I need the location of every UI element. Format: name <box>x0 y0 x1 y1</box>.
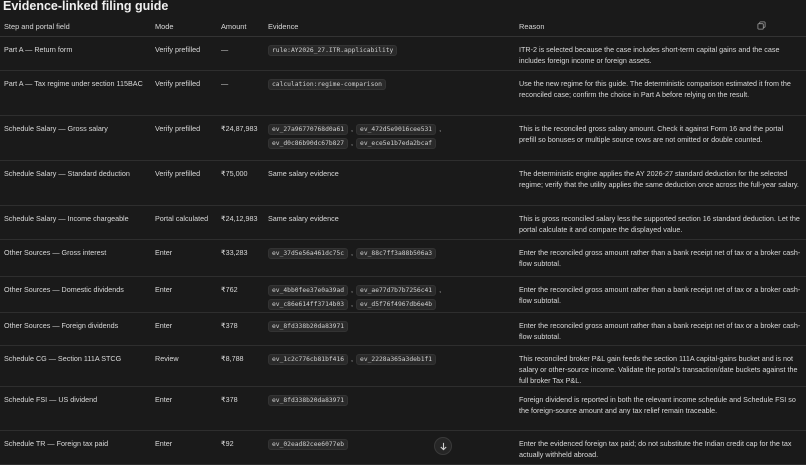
cell-reason: ITR-2 is selected because the case includes short-term capital gains and the case includes foreign income or foreign assets. <box>515 37 806 71</box>
evidence-code[interactable]: rule:AY2026_27.ITR.applicability <box>268 45 397 56</box>
cell-evidence <box>264 313 515 346</box>
cell-mode: Enter <box>151 431 217 465</box>
cell-reason: Enter the evidenced foreign tax paid; do not substitute the Indian credit cap for the tax actually withheld abroad. <box>515 431 806 465</box>
cell-reason: The deterministic engine applies the AY 2026-27 standard deduction for the selected regime; verify that the utility applies the same deduction once across the full-year salary. <box>515 161 806 206</box>
evidence-code[interactable]: ev_ae77d7b7b7256c41 <box>356 285 436 296</box>
table-row <box>0 387 806 431</box>
cell-evidence <box>264 37 515 71</box>
evidence-code[interactable]: ev_c86e614ff3714b03 <box>268 299 348 310</box>
cell-mode: Enter <box>151 277 217 313</box>
cell-evidence <box>264 431 515 465</box>
evidence-separator: , <box>439 285 442 294</box>
cell-amount: ₹75,000 <box>217 161 264 206</box>
cell-amount: ₹378 <box>217 387 264 431</box>
evidence-code[interactable]: ev_472d5e9016cee531 <box>356 124 436 135</box>
evidence-separator: , <box>351 354 354 363</box>
evidence-text: Same salary evidence <box>268 169 339 178</box>
cell-step: Schedule Salary — Income chargeable <box>0 206 151 240</box>
evidence-code[interactable]: ev_1c2c776cb81bf416 <box>268 354 348 365</box>
cell-reason: This is gross reconciled salary less the supported section 16 standard deduction. Let the portal calculate it and compare the displayed value. <box>515 206 806 240</box>
table-row <box>0 161 806 206</box>
cell-amount: ₹8,788 <box>217 346 264 387</box>
scroll-down-button[interactable] <box>434 437 452 455</box>
cell-evidence <box>264 71 515 116</box>
evidence-code[interactable]: ev_d5f76f4967db6e4b <box>356 299 436 310</box>
cell-amount: ₹33,283 <box>217 240 264 277</box>
table-row <box>0 431 806 465</box>
table-header-row <box>0 16 806 37</box>
table-row <box>0 240 806 277</box>
cell-mode: Enter <box>151 313 217 346</box>
cell-step: Other Sources — Foreign dividends <box>0 313 151 346</box>
cell-step: Part A — Tax regime under section 115BAC <box>0 71 151 116</box>
evidence-code[interactable]: ev_8fd338b20da83971 <box>268 395 348 406</box>
evidence-code[interactable]: ev_88c7ff3a88b506a3 <box>356 248 436 259</box>
evidence-separator: , <box>351 124 354 133</box>
evidence-separator: , <box>439 124 442 133</box>
cell-amount: ₹762 <box>217 277 264 313</box>
cell-reason: This reconciled broker P&L gain feeds the section 111A capital-gains bucket and is not salary or other-source income. Validate the portal's transaction/date buckets against the full broker Tax P&L. <box>515 346 806 387</box>
arrow-down-icon <box>439 442 448 451</box>
column-header-amount: Amount <box>217 16 264 37</box>
evidence-code[interactable]: ev_02ead82cee6077eb <box>268 439 348 450</box>
cell-reason: This is the reconciled gross salary amount. Check it against Form 16 and the portal prefill so bonuses or multiple source rows are not omitted or double counted. <box>515 116 806 161</box>
filing-guide-table <box>0 16 806 465</box>
cell-step: Schedule Salary — Gross salary <box>0 116 151 161</box>
evidence-text: Same salary evidence <box>268 214 339 223</box>
evidence-code[interactable]: ev_4bb0fee37e0a39ad <box>268 285 348 296</box>
cell-mode: Verify prefilled <box>151 37 217 71</box>
cell-mode: Verify prefilled <box>151 71 217 116</box>
page-title: Evidence-linked filing guide <box>3 0 169 13</box>
cell-amount: ₹92 <box>217 431 264 465</box>
cell-reason: Use the new regime for this guide. The deterministic comparison estimated it from the reconciled case; confirm the choice in Part A before relying on the result. <box>515 71 806 116</box>
cell-evidence <box>264 346 515 387</box>
table-row <box>0 346 806 387</box>
cell-step: Schedule TR — Foreign tax paid <box>0 431 151 465</box>
cell-step: Other Sources — Gross interest <box>0 240 151 277</box>
column-header-mode: Mode <box>151 16 217 37</box>
cell-step: Part A — Return form <box>0 37 151 71</box>
column-header-evidence: Evidence <box>264 16 515 37</box>
cell-evidence <box>264 161 515 206</box>
table-row <box>0 116 806 161</box>
cell-evidence <box>264 206 515 240</box>
evidence-code[interactable]: ev_2228a365a3deb1f1 <box>356 354 436 365</box>
column-header-step: Step and portal field <box>0 16 151 37</box>
column-header-reason: Reason <box>515 16 806 37</box>
table-row <box>0 277 806 313</box>
evidence-code[interactable]: ev_d0c86b90dc67b827 <box>268 138 348 149</box>
evidence-code[interactable]: ev_ece5e1b7eda2bcaf <box>356 138 436 149</box>
cell-amount: ₹24,12,983 <box>217 206 264 240</box>
cell-step: Schedule CG — Section 111A STCG <box>0 346 151 387</box>
evidence-separator: , <box>351 299 354 308</box>
cell-evidence <box>264 240 515 277</box>
cell-reason: Enter the reconciled gross amount rather than a bank receipt net of tax or a broker cash-flow subtotal. <box>515 240 806 277</box>
cell-evidence <box>264 277 515 313</box>
cell-evidence <box>264 116 515 161</box>
cell-reason: Enter the reconciled gross amount rather than a bank receipt net of tax or a broker cash-flow subtotal. <box>515 313 806 346</box>
cell-mode: Enter <box>151 240 217 277</box>
cell-mode: Verify prefilled <box>151 161 217 206</box>
cell-evidence <box>264 387 515 431</box>
evidence-separator: , <box>351 285 354 294</box>
cell-mode: Portal calculated <box>151 206 217 240</box>
table-row <box>0 206 806 240</box>
cell-step: Other Sources — Domestic dividends <box>0 277 151 313</box>
evidence-code[interactable]: ev_37d5e56a461dc75c <box>268 248 348 259</box>
cell-step: Schedule Salary — Standard deduction <box>0 161 151 206</box>
cell-amount: — <box>217 37 264 71</box>
cell-reason: Foreign dividend is reported in both the relevant income schedule and Schedule FSI so the foreign-source amount and any tax relief remain traceable. <box>515 387 806 431</box>
evidence-separator: , <box>351 138 354 147</box>
cell-mode: Review <box>151 346 217 387</box>
cell-reason: Enter the reconciled gross amount rather than a bank receipt net of tax or a broker cash-flow subtotal. <box>515 277 806 313</box>
evidence-code[interactable]: calculation:regime-comparison <box>268 79 386 90</box>
table-row <box>0 37 806 71</box>
cell-amount: — <box>217 71 264 116</box>
cell-amount: ₹378 <box>217 313 264 346</box>
cell-mode: Verify prefilled <box>151 116 217 161</box>
cell-amount: ₹24,87,983 <box>217 116 264 161</box>
evidence-code[interactable]: ev_27a96770768d0a61 <box>268 124 348 135</box>
cell-step: Schedule FSI — US dividend <box>0 387 151 431</box>
evidence-separator: , <box>351 248 354 257</box>
cell-mode: Enter <box>151 387 217 431</box>
table-row <box>0 313 806 346</box>
evidence-code[interactable]: ev_8fd338b20da83971 <box>268 321 348 332</box>
table-row <box>0 71 806 116</box>
